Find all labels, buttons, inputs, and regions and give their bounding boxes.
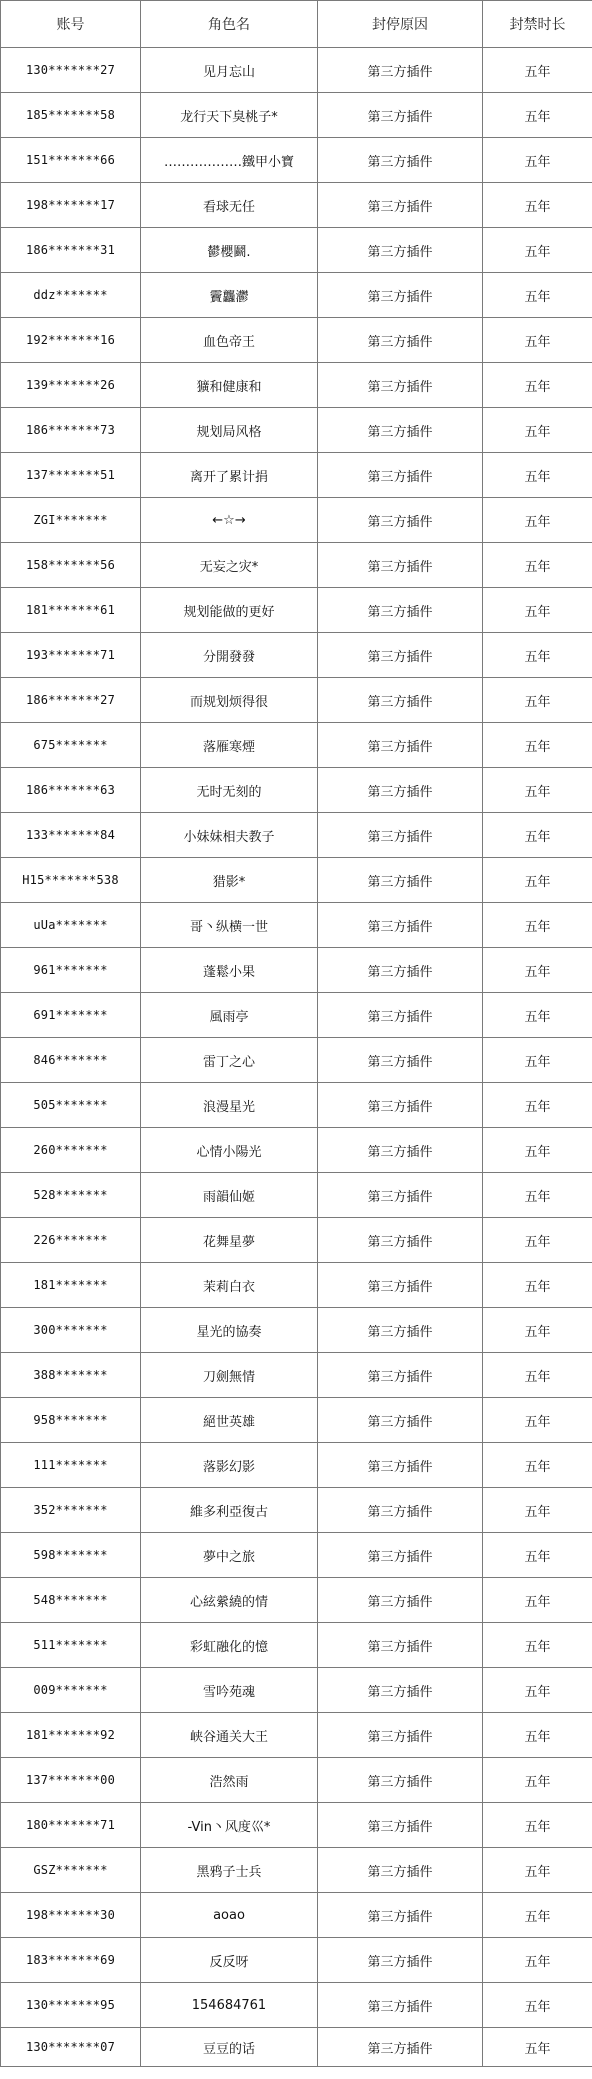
character-name-cell: 絕世英雄 xyxy=(141,1398,318,1443)
account-cell: 675******* xyxy=(1,723,141,768)
ban-reason-cell: 第三方插件 xyxy=(318,1308,483,1353)
table-row xyxy=(1,1533,592,1578)
account-cell: 198*******17 xyxy=(1,183,141,228)
table-row xyxy=(1,1758,592,1803)
character-name-cell: 茉莉白衣 xyxy=(141,1263,318,1308)
account-cell: 186*******31 xyxy=(1,228,141,273)
account-cell: 528******* xyxy=(1,1173,141,1218)
ban-reason-cell: 第三方插件 xyxy=(318,858,483,903)
header-character-name: 角色名 xyxy=(141,1,318,48)
ban-duration-cell: 五年 xyxy=(483,1443,592,1488)
account-cell: 181*******61 xyxy=(1,588,141,633)
ban-duration-cell: 五年 xyxy=(483,1488,592,1533)
ban-reason-cell: 第三方插件 xyxy=(318,138,483,183)
table-row xyxy=(1,408,592,453)
ban-reason-cell: 第三方插件 xyxy=(318,813,483,858)
character-name-cell: 鬰櫻鬬. xyxy=(141,228,318,273)
ban-reason-cell: 第三方插件 xyxy=(318,1038,483,1083)
ban-duration-cell: 五年 xyxy=(483,1218,592,1263)
table-row xyxy=(1,1938,592,1983)
table-row xyxy=(1,273,592,318)
account-cell: 961******* xyxy=(1,948,141,993)
table-header xyxy=(1,1,592,48)
header-account: 账号 xyxy=(1,1,141,48)
ban-duration-cell: 五年 xyxy=(483,1038,592,1083)
character-name-cell: 分開發發 xyxy=(141,633,318,678)
account-cell: 130*******95 xyxy=(1,1983,141,2028)
account-cell: 192*******16 xyxy=(1,318,141,363)
ban-reason-cell: 第三方插件 xyxy=(318,1128,483,1173)
header-row xyxy=(1,1,592,48)
table-row xyxy=(1,1038,592,1083)
character-name-cell: 豆豆的话 xyxy=(141,2028,318,2067)
table-row xyxy=(1,1623,592,1668)
table-row xyxy=(1,948,592,993)
account-cell: 186*******63 xyxy=(1,768,141,813)
ban-duration-cell: 五年 xyxy=(483,1848,592,1893)
ban-duration-cell: 五年 xyxy=(483,1713,592,1758)
ban-duration-cell: 五年 xyxy=(483,408,592,453)
ban-duration-cell: 五年 xyxy=(483,768,592,813)
ban-reason-cell: 第三方插件 xyxy=(318,273,483,318)
ban-reason-cell: 第三方插件 xyxy=(318,408,483,453)
account-cell: 158*******56 xyxy=(1,543,141,588)
character-name-cell: 反反呀 xyxy=(141,1938,318,1983)
table-row xyxy=(1,1218,592,1263)
character-name-cell: 浩然雨 xyxy=(141,1758,318,1803)
account-cell: 137*******51 xyxy=(1,453,141,498)
table-body xyxy=(1,48,592,2067)
account-cell: 185*******58 xyxy=(1,93,141,138)
ban-reason-cell: 第三方插件 xyxy=(318,1848,483,1893)
ban-duration-cell: 五年 xyxy=(483,138,592,183)
table-row xyxy=(1,813,592,858)
character-name-cell: 见月忘山 xyxy=(141,48,318,93)
account-cell: H15*******538 xyxy=(1,858,141,903)
account-cell: 151*******66 xyxy=(1,138,141,183)
ban-reason-cell: 第三方插件 xyxy=(318,1713,483,1758)
ban-reason-cell: 第三方插件 xyxy=(318,93,483,138)
character-name-cell: 峡谷通关大王 xyxy=(141,1713,318,1758)
ban-duration-cell: 五年 xyxy=(483,1893,592,1938)
character-name-cell: 落雁寒煙 xyxy=(141,723,318,768)
ban-reason-cell: 第三方插件 xyxy=(318,1083,483,1128)
ban-duration-cell: 五年 xyxy=(483,543,592,588)
table-row xyxy=(1,1668,592,1713)
ban-reason-cell: 第三方插件 xyxy=(318,993,483,1038)
table-row xyxy=(1,93,592,138)
ban-reason-cell: 第三方插件 xyxy=(318,903,483,948)
ban-reason-cell: 第三方插件 xyxy=(318,948,483,993)
account-cell: GSZ******* xyxy=(1,1848,141,1893)
account-cell: 691******* xyxy=(1,993,141,1038)
account-cell: 198*******30 xyxy=(1,1893,141,1938)
ban-reason-cell: 第三方插件 xyxy=(318,2028,483,2067)
ban-duration-cell: 五年 xyxy=(483,498,592,543)
table-row xyxy=(1,588,592,633)
account-cell: 009******* xyxy=(1,1668,141,1713)
ban-duration-cell: 五年 xyxy=(483,723,592,768)
ban-duration-cell: 五年 xyxy=(483,93,592,138)
ban-duration-cell: 五年 xyxy=(483,1308,592,1353)
character-name-cell: 風雨亭 xyxy=(141,993,318,1038)
table-row xyxy=(1,183,592,228)
table-row xyxy=(1,228,592,273)
table-row xyxy=(1,1263,592,1308)
account-cell: 130*******07 xyxy=(1,2028,141,2067)
table-row xyxy=(1,543,592,588)
ban-reason-cell: 第三方插件 xyxy=(318,1533,483,1578)
table-row xyxy=(1,1083,592,1128)
account-cell: 505******* xyxy=(1,1083,141,1128)
table-row xyxy=(1,1443,592,1488)
table-row xyxy=(1,1893,592,1938)
character-name-cell: 雪吟苑魂 xyxy=(141,1668,318,1713)
ban-reason-cell: 第三方插件 xyxy=(318,498,483,543)
table-row xyxy=(1,1803,592,1848)
ban-reason-cell: 第三方插件 xyxy=(318,1893,483,1938)
ban-duration-cell: 五年 xyxy=(483,2028,592,2067)
ban-duration-cell: 五年 xyxy=(483,903,592,948)
character-name-cell: 維多利亞復古 xyxy=(141,1488,318,1533)
account-cell: 300******* xyxy=(1,1308,141,1353)
table-row xyxy=(1,138,592,183)
character-name-cell: 獷和健康和 xyxy=(141,363,318,408)
account-cell: 186*******73 xyxy=(1,408,141,453)
table-row xyxy=(1,498,592,543)
table-row xyxy=(1,1128,592,1173)
ban-duration-cell: 五年 xyxy=(483,948,592,993)
ban-reason-cell: 第三方插件 xyxy=(318,1938,483,1983)
ban-reason-cell: 第三方插件 xyxy=(318,1488,483,1533)
character-name-cell: 蓬鬆小果 xyxy=(141,948,318,993)
character-name-cell: 无时无刻的 xyxy=(141,768,318,813)
table-row xyxy=(1,1848,592,1893)
account-cell: ddz******* xyxy=(1,273,141,318)
ban-reason-cell: 第三方插件 xyxy=(318,183,483,228)
ban-duration-cell: 五年 xyxy=(483,1938,592,1983)
character-name-cell: ………………鐵甲小寶 xyxy=(141,138,318,183)
ban-duration-cell: 五年 xyxy=(483,1758,592,1803)
account-cell: 130*******27 xyxy=(1,48,141,93)
ban-duration-cell: 五年 xyxy=(483,993,592,1038)
ban-duration-cell: 五年 xyxy=(483,633,592,678)
account-cell: 133*******84 xyxy=(1,813,141,858)
table-row xyxy=(1,1398,592,1443)
character-name-cell: 刀劍無情 xyxy=(141,1353,318,1398)
account-cell: 180*******71 xyxy=(1,1803,141,1848)
character-name-cell: 心情小陽光 xyxy=(141,1128,318,1173)
ban-reason-cell: 第三方插件 xyxy=(318,1398,483,1443)
character-name-cell: aoao xyxy=(141,1893,318,1938)
ban-duration-cell: 五年 xyxy=(483,813,592,858)
table-row xyxy=(1,363,592,408)
character-name-cell: 规划能做的更好 xyxy=(141,588,318,633)
ban-duration-cell: 五年 xyxy=(483,1128,592,1173)
table-row xyxy=(1,858,592,903)
ban-duration-cell: 五年 xyxy=(483,1803,592,1848)
ban-reason-cell: 第三方插件 xyxy=(318,678,483,723)
character-name-cell: 心絃縈繞的情 xyxy=(141,1578,318,1623)
character-name-cell: 154684761 xyxy=(141,1983,318,2028)
ban-reason-cell: 第三方插件 xyxy=(318,1578,483,1623)
ban-reason-cell: 第三方插件 xyxy=(318,48,483,93)
ban-reason-cell: 第三方插件 xyxy=(318,1803,483,1848)
ban-duration-cell: 五年 xyxy=(483,588,592,633)
ban-reason-cell: 第三方插件 xyxy=(318,1263,483,1308)
ban-duration-cell: 五年 xyxy=(483,858,592,903)
character-name-cell: 黑鸦子士兵 xyxy=(141,1848,318,1893)
table-row xyxy=(1,993,592,1038)
ban-duration-cell: 五年 xyxy=(483,48,592,93)
table-row xyxy=(1,453,592,498)
character-name-cell: 小妹妹相夫教子 xyxy=(141,813,318,858)
ban-duration-cell: 五年 xyxy=(483,318,592,363)
character-name-cell: ←☆→ xyxy=(141,498,318,543)
account-cell: 958******* xyxy=(1,1398,141,1443)
ban-duration-cell: 五年 xyxy=(483,1263,592,1308)
account-cell: 181******* xyxy=(1,1263,141,1308)
ban-duration-cell: 五年 xyxy=(483,1398,592,1443)
ban-reason-cell: 第三方插件 xyxy=(318,453,483,498)
ban-duration-cell: 五年 xyxy=(483,273,592,318)
ban-duration-cell: 五年 xyxy=(483,1668,592,1713)
ban-reason-cell: 第三方插件 xyxy=(318,1983,483,2028)
character-name-cell: 夢中之旅 xyxy=(141,1533,318,1578)
ban-duration-cell: 五年 xyxy=(483,363,592,408)
account-cell: 352******* xyxy=(1,1488,141,1533)
header-ban-duration: 封禁时长 xyxy=(483,1,592,48)
character-name-cell: 落影幻影 xyxy=(141,1443,318,1488)
account-cell: 511******* xyxy=(1,1623,141,1668)
account-cell: 111******* xyxy=(1,1443,141,1488)
character-name-cell: 猎影* xyxy=(141,858,318,903)
account-cell: 260******* xyxy=(1,1128,141,1173)
ban-duration-cell: 五年 xyxy=(483,228,592,273)
account-cell: 186*******27 xyxy=(1,678,141,723)
character-name-cell: 看球无任 xyxy=(141,183,318,228)
ban-duration-cell: 五年 xyxy=(483,1578,592,1623)
ban-reason-cell: 第三方插件 xyxy=(318,723,483,768)
ban-reason-cell: 第三方插件 xyxy=(318,1623,483,1668)
ban-duration-cell: 五年 xyxy=(483,1173,592,1218)
ban-reason-cell: 第三方插件 xyxy=(318,768,483,813)
character-name-cell: 彩虹融化的憶 xyxy=(141,1623,318,1668)
character-name-cell: 无妄之灾* xyxy=(141,543,318,588)
character-name-cell: 浪漫星光 xyxy=(141,1083,318,1128)
account-cell: 388******* xyxy=(1,1353,141,1398)
ban-reason-cell: 第三方插件 xyxy=(318,1173,483,1218)
ban-reason-cell: 第三方插件 xyxy=(318,1443,483,1488)
account-cell: 193*******71 xyxy=(1,633,141,678)
character-name-cell: 靌龘灪 xyxy=(141,273,318,318)
ban-duration-cell: 五年 xyxy=(483,678,592,723)
table-row xyxy=(1,723,592,768)
header-ban-reason: 封停原因 xyxy=(318,1,483,48)
table-row xyxy=(1,903,592,948)
ban-duration-cell: 五年 xyxy=(483,183,592,228)
account-cell: uUa******* xyxy=(1,903,141,948)
ban-reason-cell: 第三方插件 xyxy=(318,543,483,588)
ban-reason-cell: 第三方插件 xyxy=(318,228,483,273)
ban-reason-cell: 第三方插件 xyxy=(318,588,483,633)
ban-reason-cell: 第三方插件 xyxy=(318,363,483,408)
ban-duration-cell: 五年 xyxy=(483,1623,592,1668)
account-cell: 181*******92 xyxy=(1,1713,141,1758)
character-name-cell: 花舞星夢 xyxy=(141,1218,318,1263)
ban-reason-cell: 第三方插件 xyxy=(318,633,483,678)
table-row xyxy=(1,1983,592,2028)
account-cell: ZGI******* xyxy=(1,498,141,543)
table-row xyxy=(1,633,592,678)
account-cell: 137*******00 xyxy=(1,1758,141,1803)
table-row xyxy=(1,678,592,723)
ban-duration-cell: 五年 xyxy=(483,453,592,498)
character-name-cell: 规划局风格 xyxy=(141,408,318,453)
character-name-cell: -Vin丶风度巛* xyxy=(141,1803,318,1848)
character-name-cell: 哥丶纵横一世 xyxy=(141,903,318,948)
ban-reason-cell: 第三方插件 xyxy=(318,1758,483,1803)
table-row xyxy=(1,1308,592,1353)
character-name-cell: 雷丁之心 xyxy=(141,1038,318,1083)
ban-reason-cell: 第三方插件 xyxy=(318,1353,483,1398)
account-cell: 183*******69 xyxy=(1,1938,141,1983)
ban-reason-cell: 第三方插件 xyxy=(318,1218,483,1263)
ban-duration-cell: 五年 xyxy=(483,1353,592,1398)
character-name-cell: 离开了累计捐 xyxy=(141,453,318,498)
character-name-cell: 而规划烦得很 xyxy=(141,678,318,723)
character-name-cell: 龙行天下臭桃子* xyxy=(141,93,318,138)
ban-duration-cell: 五年 xyxy=(483,1083,592,1128)
character-name-cell: 雨韻仙姬 xyxy=(141,1173,318,1218)
table-row xyxy=(1,768,592,813)
character-name-cell: 星光的協奏 xyxy=(141,1308,318,1353)
ban-duration-cell: 五年 xyxy=(483,1983,592,2028)
table-row xyxy=(1,1173,592,1218)
table-row xyxy=(1,48,592,93)
account-cell: 846******* xyxy=(1,1038,141,1083)
table-row xyxy=(1,2028,592,2067)
ban-reason-cell: 第三方插件 xyxy=(318,318,483,363)
character-name-cell: 血色帝王 xyxy=(141,318,318,363)
ban-duration-cell: 五年 xyxy=(483,1533,592,1578)
table-row xyxy=(1,318,592,363)
account-cell: 226******* xyxy=(1,1218,141,1263)
table-row xyxy=(1,1353,592,1398)
ban-reason-cell: 第三方插件 xyxy=(318,1668,483,1713)
table-row xyxy=(1,1578,592,1623)
account-cell: 139*******26 xyxy=(1,363,141,408)
table-row xyxy=(1,1488,592,1533)
account-cell: 598******* xyxy=(1,1533,141,1578)
table-row xyxy=(1,1713,592,1758)
account-cell: 548******* xyxy=(1,1578,141,1623)
